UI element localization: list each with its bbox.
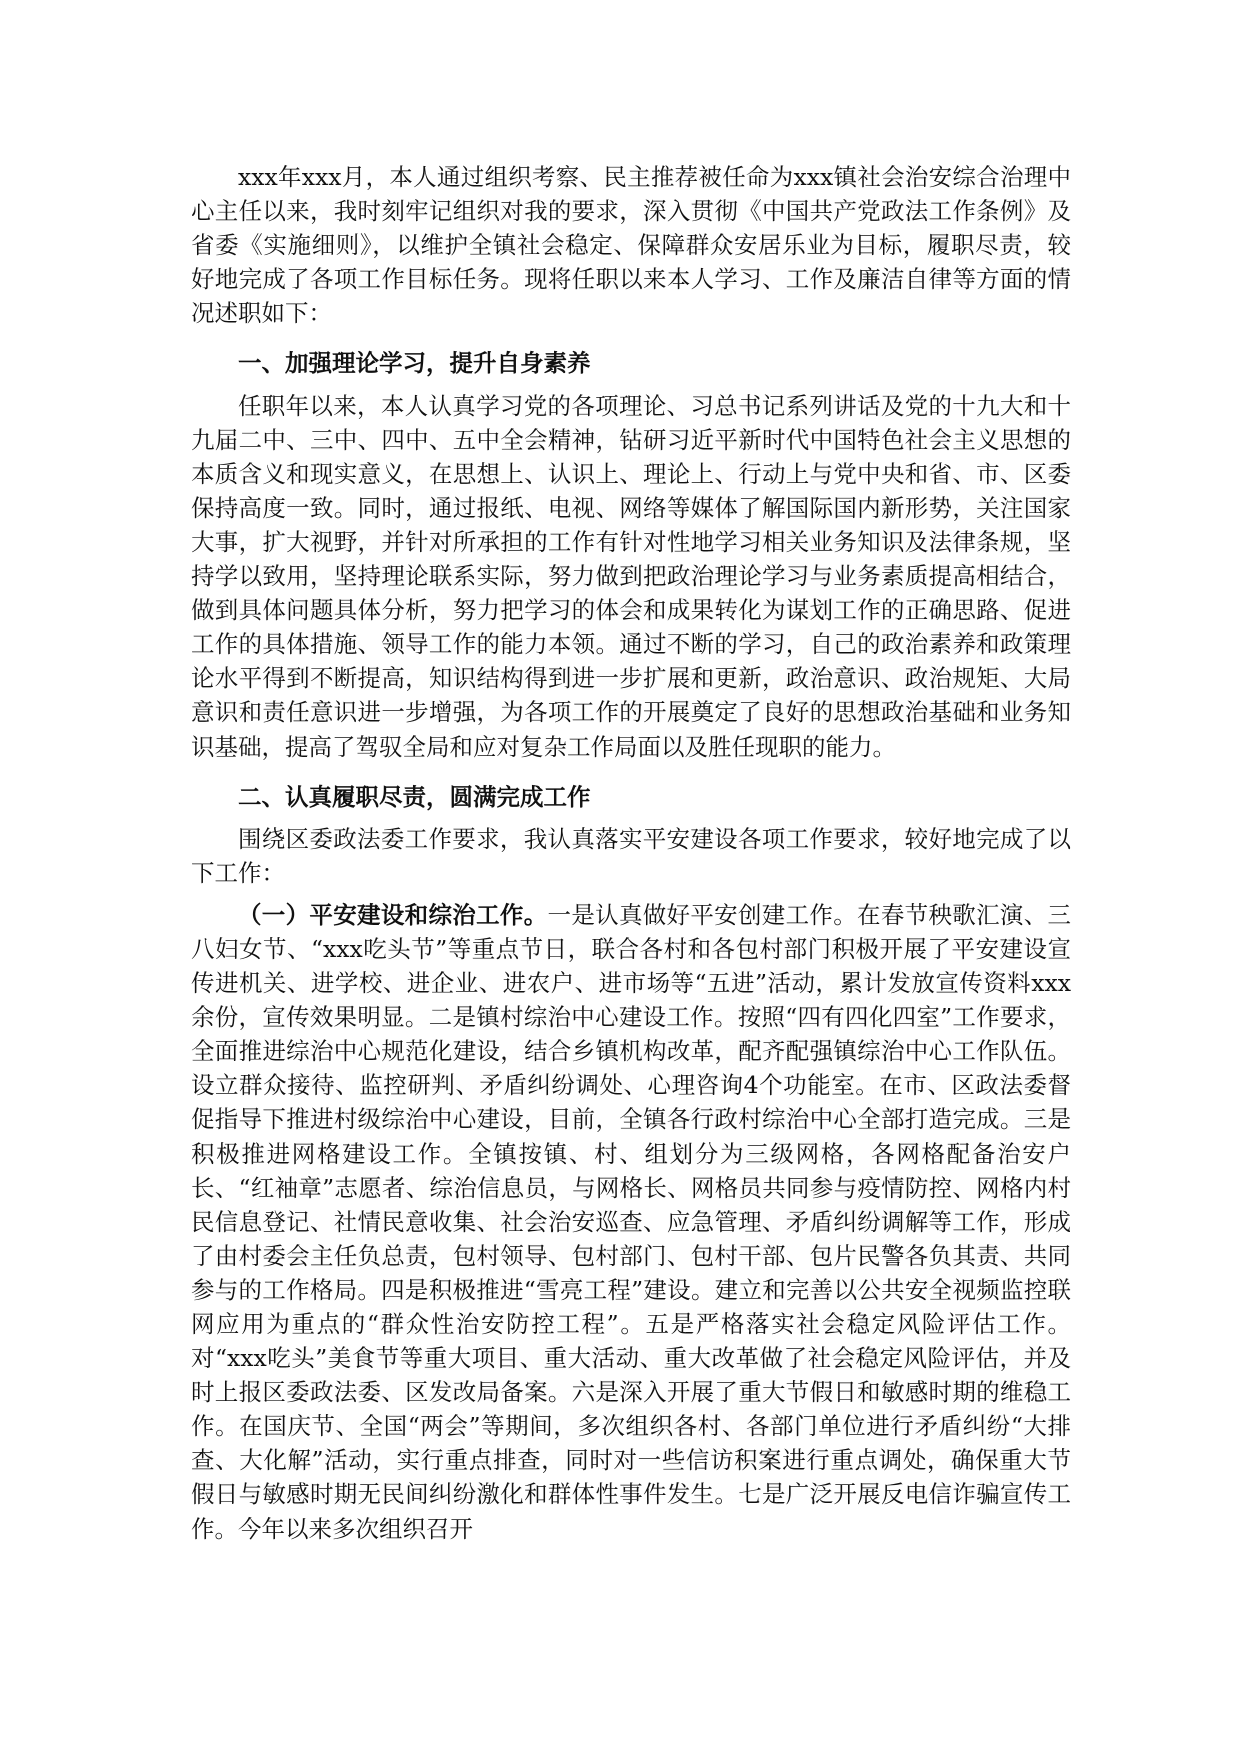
subsection-body: 一是认真做好平安创建工作。在春节秧歌汇演、三八妇女节、“xxx吃头节”等重点节日，联合各村和各包村部门积极开展了平安建设宣传进机关、进学校、进企业、进农户、进市场等“五进”活动，累计发放宣传资料xxx余份，宣传效果明显。二是镇村综治中心建设工作。按照“四有四化四室”工作要求，全面推进综治中心规范化建设，结合乡镇机构改革，配齐配强镇综治中心工作队伍。设立群众接待、监控研判、矛盾纠纷调处、心理咨询4个功能室。在市、区政法委督促指导下推进村级综治中心建设，目前，全镇各行政村综治中心全部打造完成。三是积极推进网格建设工作。全镇按镇、村、组划分为三级网格，各网格配备治安户长、“红袖章”志愿者、综治信息员，与网格长、网格员共同参与疫情防控、网格内村民信息登记、社情民意收集、社会治安巡查、应急管理、矛盾纠纷调解等工作，形成了由村委会主任负总责，包村领导、包村部门、包村干部、包片民警各负其责、共同参与的工作格局。四是积极推进“雪亮工程”建设。建立和完善以公共安全视频监控联网应用为重点的“群众性治安防控工程”。五是严格落实社会稳定风险评估工作。对“xxx吃头”美食节等重大项目、重大活动、重大改革做了社会稳定风险评估，并及时上报区委政法委、区发改局备案。六是深入开展了重大节假日和敏感时期的维稳工作。在国庆节、全国“两会”等期间，多次组织各村、各部门单位进行矛盾纠纷“大排查、大化解”活动，实行重点排查，同时对一些信访积案进行重点调处，确保重大节假日与敏感时期无民间纠纷激化和群体性事件发生。七是广泛开展反电信诈骗宣传工作。今年以来多次组织召开 bbox=[191, 900, 1072, 1543]
document-page bbox=[191, 160, 1071, 1546]
spacer bbox=[191, 330, 1071, 338]
subsection-heading: （一）平安建设和综治工作。 bbox=[238, 900, 548, 929]
section-2-sub1-paragraph bbox=[191, 898, 1071, 1546]
section-2-intro-paragraph: 围绕区委政法委工作要求，我认真落实平安建设各项工作要求，较好地完成了以下工作： bbox=[191, 824, 1071, 887]
section-1-paragraph: 任职年以来，本人认真学习党的各项理论、习总书记系列讲话及党的十九大和十九届二中、三中、四中、五中全会精神，钻研习近平新时代中国特色社会主义思想的本质含义和现实意义，在思想上、认识上、理论上、行动上与党中央和省、市、区委保持高度一致。同时，通过报纸、电视、网络等媒体了解国际国内新形势，关注国家大事，扩大视野，并针对所承担的工作有针对性地学习相关业务知识及法律条规，坚持学以致用，坚持理论联系实际，努力做到把政治理论学习与业务素质提高相结合，做到具体问题具体分析，努力把学习的体会和成果转化为谋划工作的正确思路、促进工作的具体措施、领导工作的能力本领。通过不断的学习，自己的政治素养和政策理论水平得到不断提高，知识结构得到进一步扩展和更新，政治意识、政治规矩、大局意识和责任意识进一步增强，为各项工作的开展奠定了良好的思想政治基础和业务知识基础，提高了驾驭全局和应对复杂工作局面以及胜任现职的能力。 bbox=[191, 391, 1071, 761]
spacer bbox=[191, 890, 1071, 898]
spacer bbox=[191, 764, 1071, 772]
section-heading-1: 一、加强理论学习，提升自身素养 bbox=[238, 349, 591, 378]
section-heading-2: 二、认真履职尽责，圆满完成工作 bbox=[238, 782, 591, 811]
intro-paragraph: xxx年xxx月，本人通过组织考察、民主推荐被任命为xxx镇社会治安综合治理中心主任以来，我时刻牢记组织对我的要求，深入贯彻《中国共产党政法工作条例》及省委《实施细则》，以维护全镇社会稳定、保障群众安居乐业为目标，履职尽责，较好地完成了各项工作目标任务。现将任职以来本人学习、工作及廉洁自律等方面的情况述职如下： bbox=[191, 163, 1071, 328]
